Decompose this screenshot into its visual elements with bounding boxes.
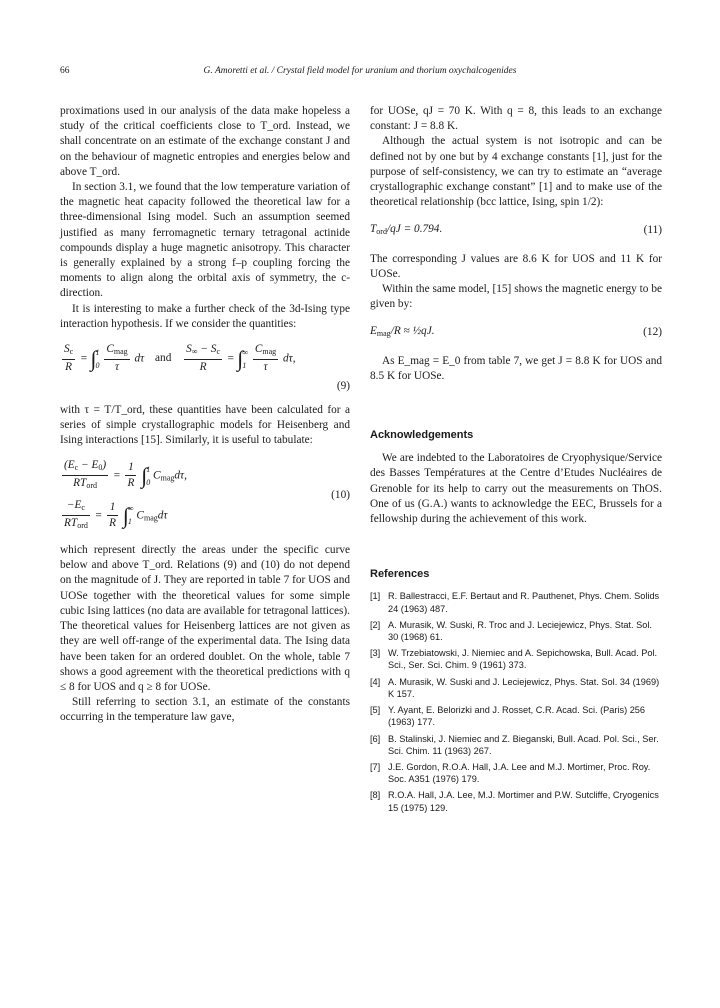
reference-item: [3] W. Trzebiatowski, J. Niemiec and A. Sepichowska, Bull. Acad. Pol. Sci., Ser. Sci. Chim. 9 (1961) 373.: [370, 648, 658, 671]
paragraph: which represent directly the areas under the specific curve below and above T_ord. Relations (9) and (10) do not depend on the magnitude of J. They are reported in table 7 for UOS and UOSe together with the theoretical values for some simple cubic Ising lattices (no data are available for tetragonal lattices). The theoretical values for Heisenberg lattices are not given as they are well off-range of the experimental data. The Ising data have been taken for an ordered doublet. On the whole, table 7 shows a good agreement with the theoretical predictions with q ≤ 8 for UOS and q ≥ 8 for UOSe.: [60, 544, 350, 693]
right-column: [370, 104, 662, 818]
references-heading: References: [370, 568, 430, 581]
paragraph: As E_mag = E_0 from table 7, we get J = 8.8 K for UOS and 8.5 K for UOSe.: [370, 354, 662, 382]
equation-number: (12): [643, 326, 662, 339]
acknowledgements-heading: Acknowledgements: [370, 429, 474, 442]
reference-item: [8] R.O.A. Hall, J.A. Lee, M.J. Mortimer and P.W. Sutcliffe, Cryogenics 15 (1975) 129.: [370, 790, 659, 813]
reference-item: [4] A. Murasik, W. Suski and J. Leciejewicz, Phys. Stat. Sol. 34 (1969) K 157.: [370, 676, 660, 699]
paragraph: It is interesting to make a further check of the 3d-Ising type interaction hypothesis. If we consider the quantities:: [60, 302, 350, 330]
paragraph: for UOSe, qJ = 70 K. With q = 8, this leads to an exchange constant: J = 8.8 K.: [370, 105, 662, 133]
equation-and: and: [155, 352, 172, 365]
paragraph: Within the same model, [15] shows the magnetic energy to be given by:: [370, 283, 662, 311]
equation-number: (11): [643, 224, 662, 237]
equation-10: $\frac{(E_c - E_0)}{RT_{ord}}$ = $\frac{1}{R}$ ∫ 1 0 $C_{mag}d\tau$, $\frac{-E_c}{RT_{ord}}$ = $\frac{1}{R}$ ∫ ∞ 1 $C_{mag}d\tau$ (10): [64, 459, 350, 530]
page-header: [60, 66, 660, 82]
equation-9: $\frac{S_c}{R}$ = ∫ 1 0 $\frac{C_{mag}}{\tau}$ dτ and $\frac{S_\infty - S_c}{R}$ = ∫ ∞ 1 $\frac{C_{mag}}{\tau}$ dτ, (9): [60, 342, 350, 395]
reference-item: [5] Y. Ayant, E. Belorizki and J. Rosset, C.R. Acad. Sci. (Paris) 256 (1963) 177.: [370, 705, 646, 728]
paragraph: The corresponding J values are 8.6 K for UOS and 11 K for UOSe.: [370, 252, 662, 280]
running-title: G. Amoretti et al. / Crystal field model for uranium and thorium oxychalcogenides: [203, 66, 517, 76]
left-column: [60, 104, 350, 726]
page-number: 66: [60, 66, 70, 76]
paragraph: with τ = T/T_ord, these quantities have been calculated for a series of simple crystallographic models for Heisenberg and Ising interactions [15]. Similarly, it is useful to tabulate:: [60, 403, 350, 447]
paragraph: proximations used in our analysis of the data make hopeless a study of the critical coefficients close to T_ord. Instead, we shall concentrate on an estimate of the exchange constant J and on the behaviour of magnetic entropies and energies below and above T_ord.: [60, 105, 350, 178]
reference-item: [7] J.E. Gordon, R.O.A. Hall, J.A. Lee and M.J. Mortimer, Proc. Roy. Soc. A351 (1976) 179.: [370, 761, 651, 785]
equation-number: (10): [331, 488, 350, 501]
reference-item: [2] A. Murasik, W. Suski, R. Troc and J. Leciejewicz, Phys. Stat. Sol. 30 (1968) 61.: [370, 619, 652, 643]
paragraph: Still referring to section 3.1, an estimate of the constants occurring in the temperature law gave,: [60, 696, 350, 724]
reference-list: [370, 590, 662, 813]
equation-number: (9): [336, 380, 350, 393]
equation-12: $E_{mag}/R$ ≈ ½qJ. (12): [370, 325, 662, 339]
acknowledgements-text: We are indebted to the Laboratoires de Cryophysique/Service des Basses Températures at the Centre d’Etudes Nucléaires de Grenoble for its help to carry out the measurements on ThOS. One of us (G.A.) wants to acknowledge the EEC, Brussels for a fellowship during the achievement of this work.: [370, 452, 662, 526]
reference-item: [6] B. Stalinski, J. Niemiec and Z. Bieganski, Bull. Acad. Pol. Sci., Ser. Sci. Chim. 11 (1963) 267.: [370, 733, 659, 756]
equation-11: $T_{ord}/qJ = 0.794$. (11): [370, 223, 662, 237]
paragraph: Although the actual system is not isotropic and can be defined not by one but by 4 exchange constants [1], just for the purpose of self-consistency, we can try to estimate an “average crystallographic exchange constant” [1] and to make use of the theoretical relationship (bcc lattice, Ising, spin 1/2):: [370, 135, 662, 209]
paragraph: In section 3.1, we found that the low temperature variation of the magnetic heat capacity followed the theoretical law for a three-dimensional Ising model. Such an assumption seemed justified as many ferromagnetic ternary tetragonal actinide compounds display a huge magnetic anisotropy. This character is generally explained by a strong f–p coupling forcing the moments to align along the orbital axis of symmetry, the c-direction.: [60, 181, 350, 300]
reference-item: [1] R. Ballestracci, E.F. Bertaut and R. Pauthenet, Phys. Chem. Solids 24 (1963) 487.: [370, 591, 660, 614]
